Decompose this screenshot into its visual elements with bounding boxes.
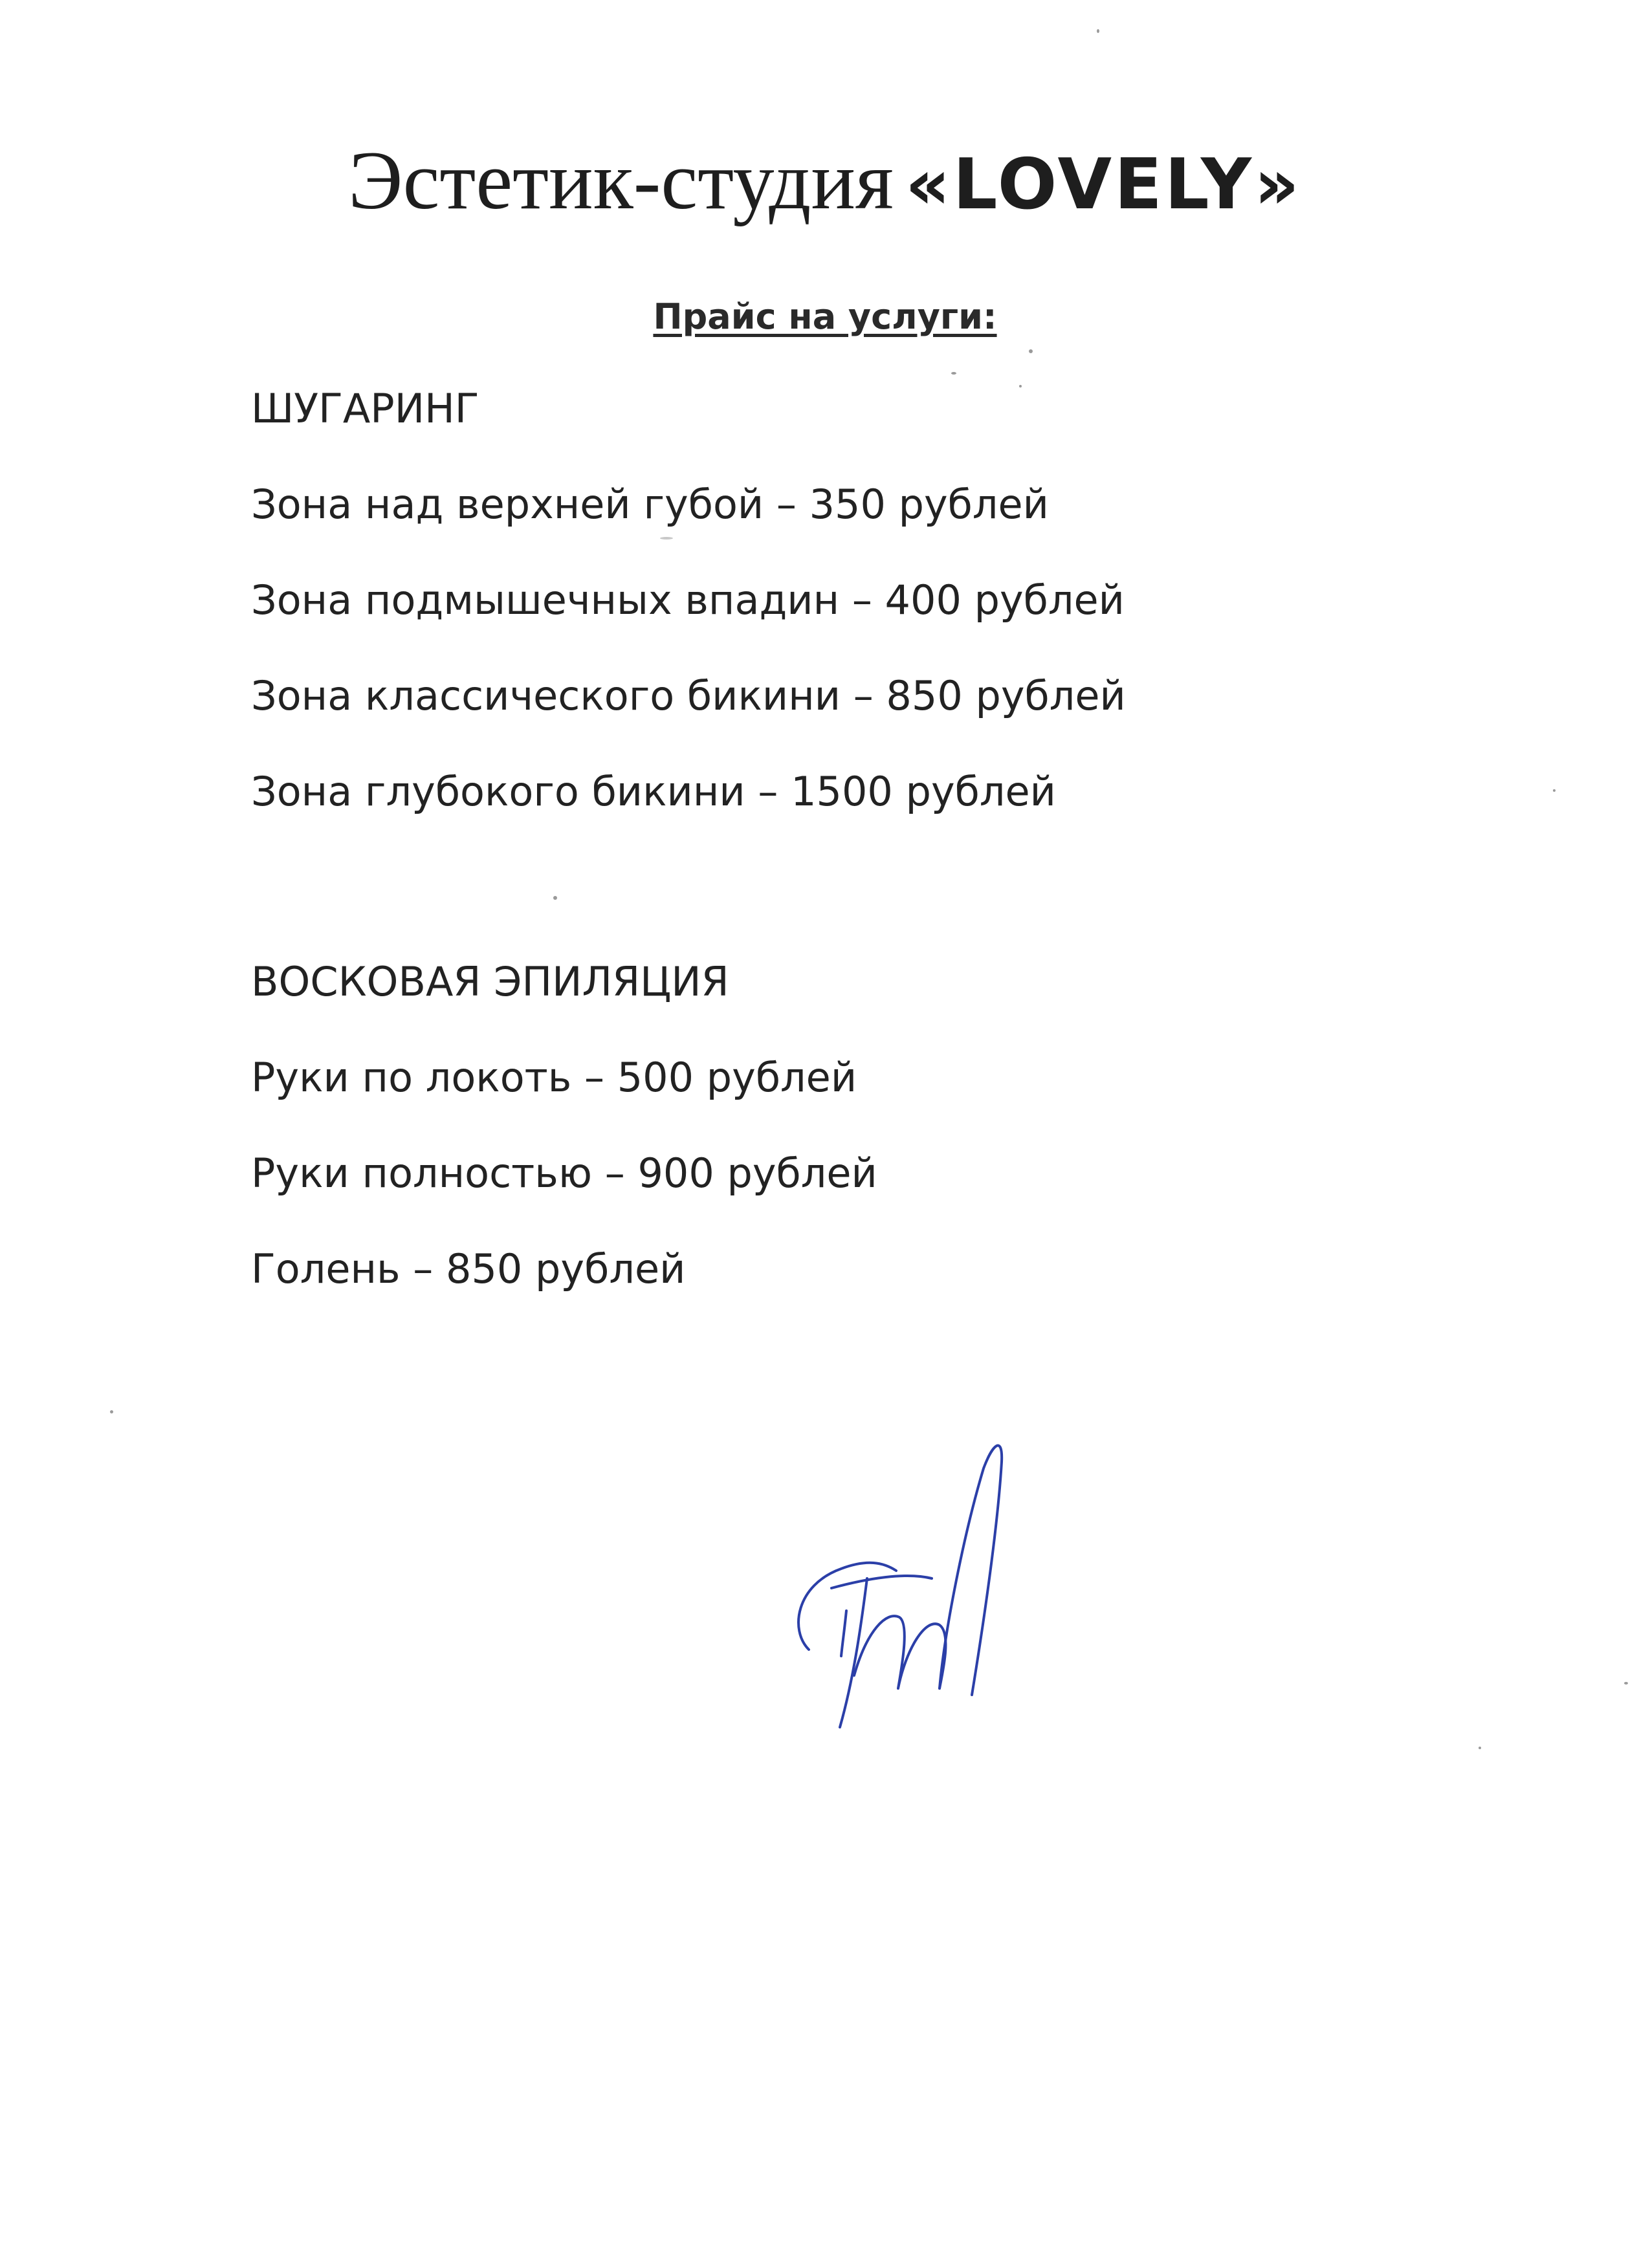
section-wax-epilation: [251, 958, 1545, 1344]
section-heading: ВОСКОВАЯ ЭПИЛЯЦИЯ: [251, 958, 729, 1005]
price-item: Зона над верхней губой – 350 рублей: [251, 481, 1049, 528]
price-list-subtitle: Прайс на услуги:: [653, 296, 997, 337]
studio-name: Эстетик-студия: [348, 135, 894, 226]
price-list: [251, 481, 1545, 867]
scan-speck: [1553, 789, 1556, 792]
signature-stroke: [798, 1563, 896, 1650]
scan-speck: [1029, 349, 1033, 353]
signature-strokes: [798, 1446, 1002, 1727]
signature-stroke: [854, 1616, 946, 1688]
signature-stroke: [940, 1446, 1002, 1695]
scan-speck: [660, 537, 673, 540]
studio-brand: «LOVELY»: [905, 144, 1302, 225]
section-heading: ШУГАРИНГ: [251, 385, 479, 432]
price-item: Голень – 850 рублей: [251, 1245, 686, 1292]
scan-speck: [1624, 1682, 1628, 1685]
signature-stroke: [831, 1576, 932, 1588]
scan-speck: [1479, 1747, 1481, 1749]
scan-speck: [553, 896, 557, 900]
signature-stroke: [841, 1611, 846, 1656]
price-item: Зона классического бикини – 850 рублей: [251, 672, 1126, 719]
document-title: [0, 135, 1650, 226]
scan-speck: [110, 1410, 113, 1413]
scan-speck: [951, 372, 956, 375]
price-item: Зона подмышечных впадин – 400 рублей: [251, 576, 1125, 624]
scan-speck: [1097, 29, 1099, 33]
handwritten-signature: [770, 1417, 1042, 1753]
section-sugaring: [251, 385, 1545, 867]
price-list: [251, 1054, 1545, 1344]
price-item: Руки полностью – 900 рублей: [251, 1150, 877, 1197]
price-item: Зона глубокого бикини – 1500 рублей: [251, 768, 1056, 815]
price-item: Руки по локоть – 500 рублей: [251, 1054, 857, 1101]
scan-speck: [1019, 385, 1022, 387]
